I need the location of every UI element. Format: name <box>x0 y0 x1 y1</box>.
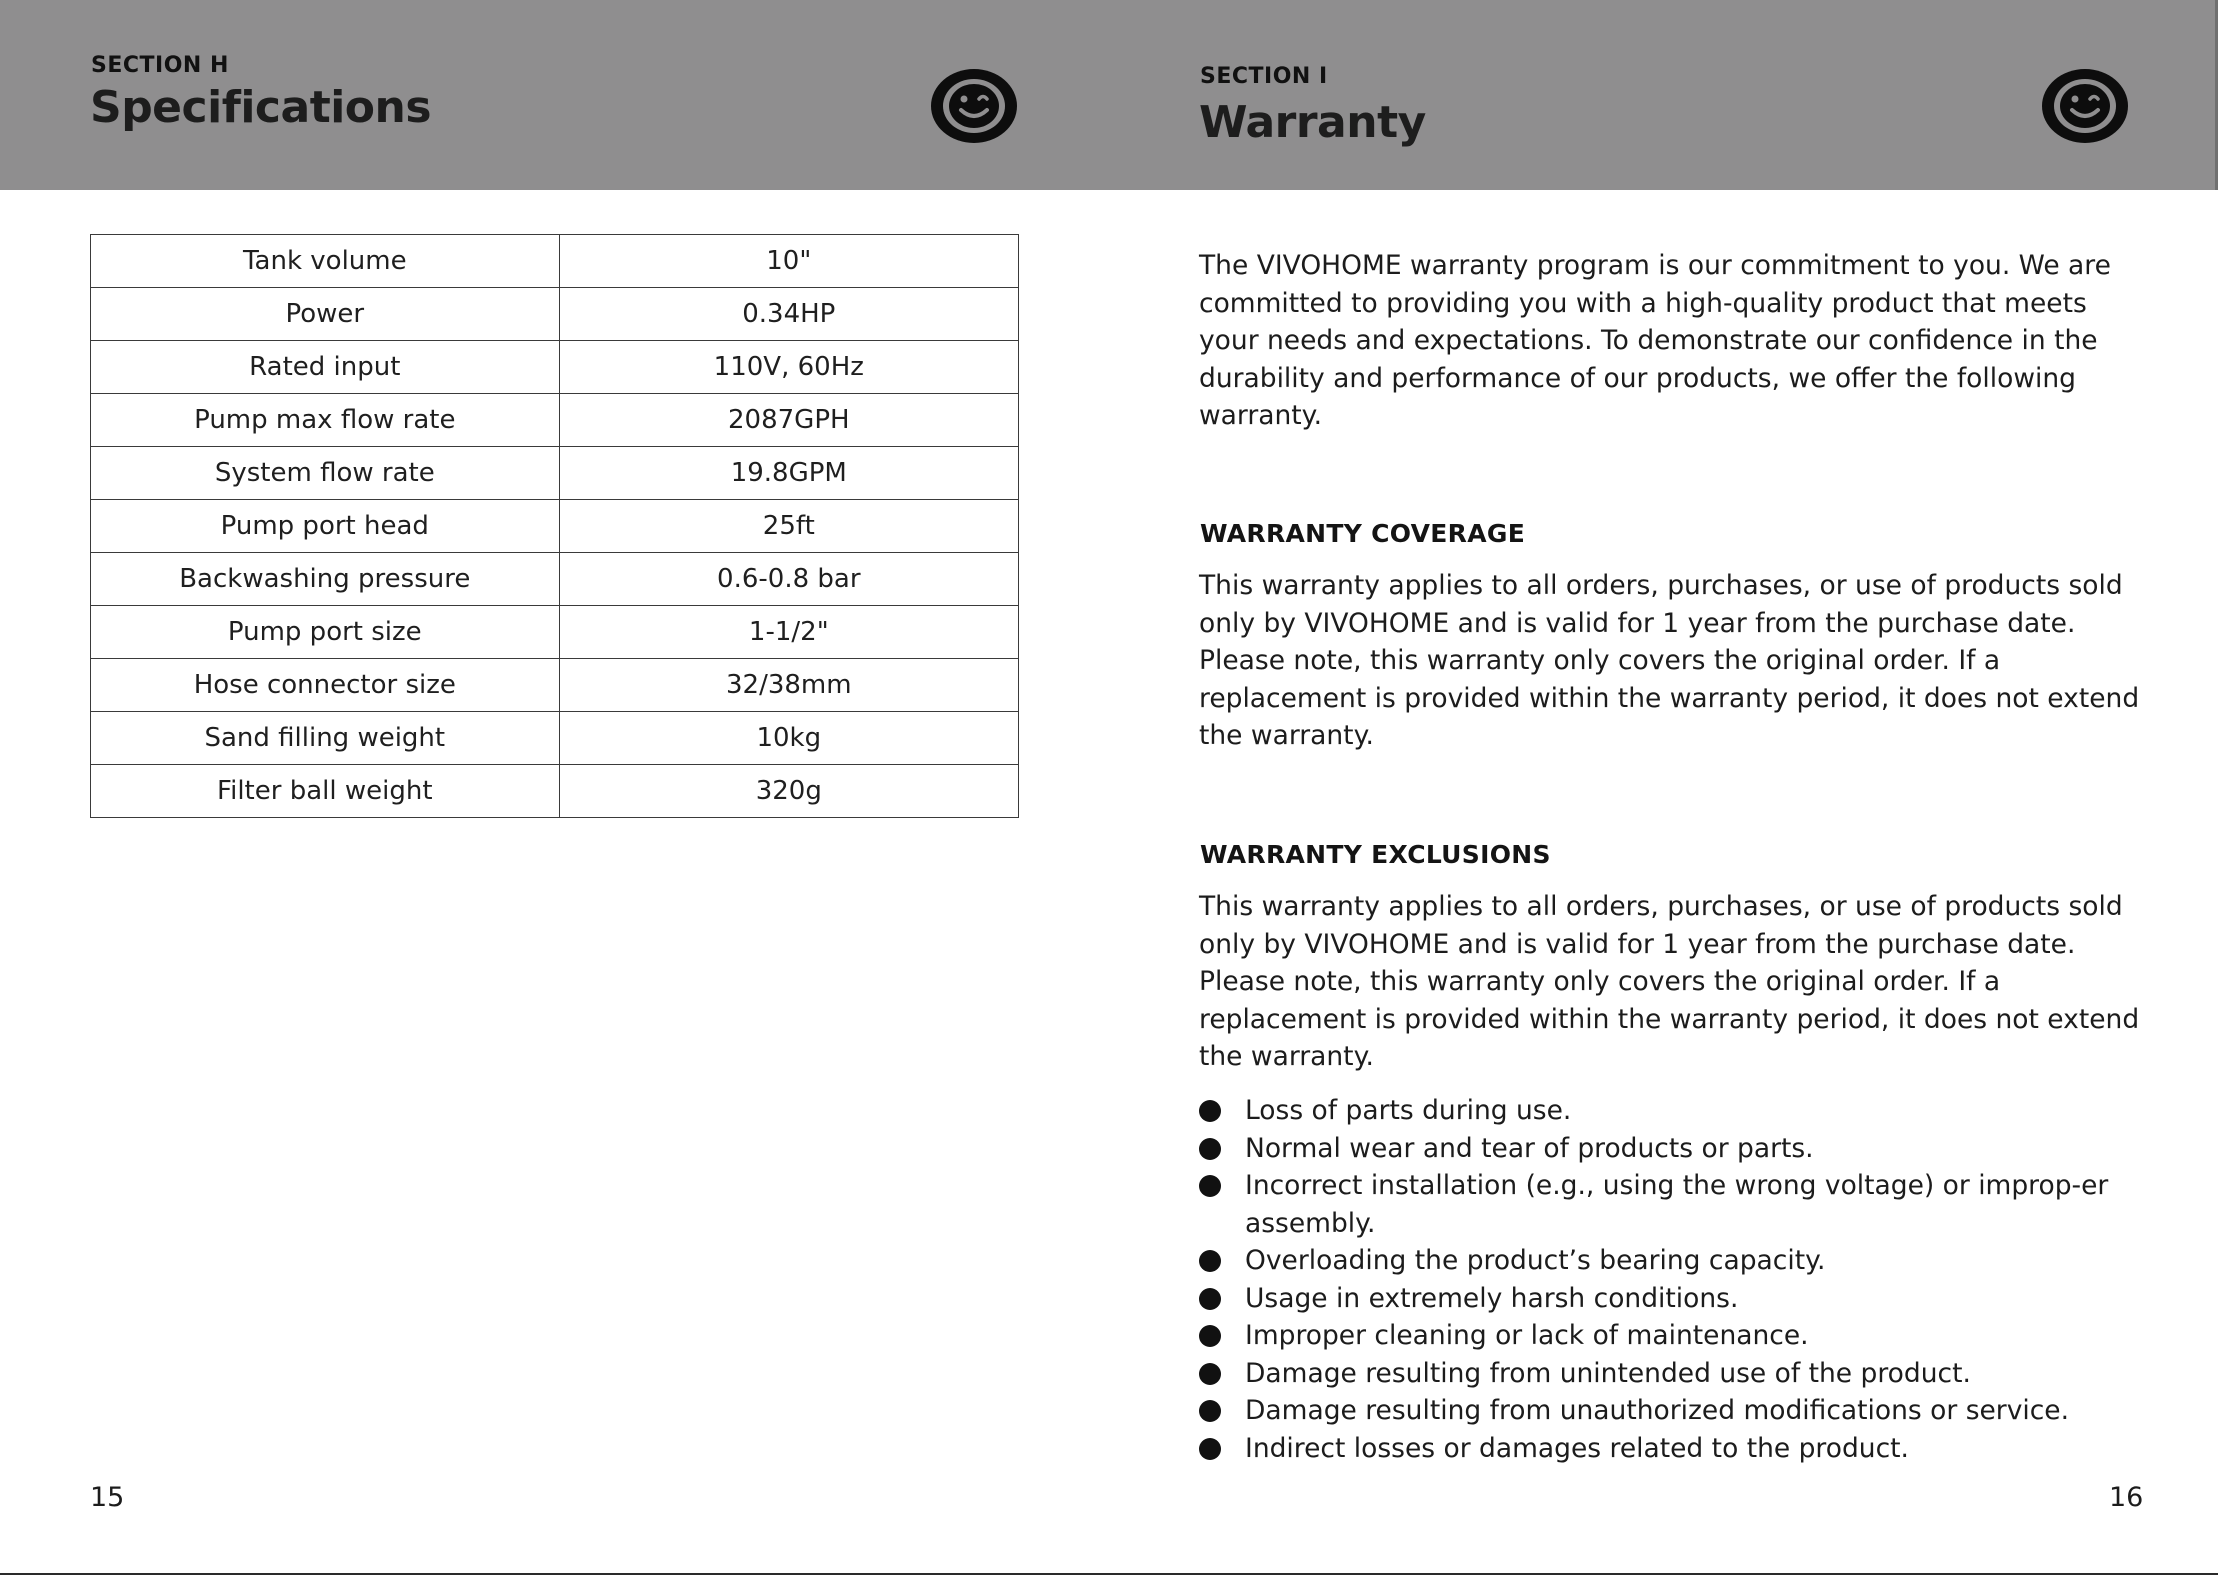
spec-label: Hose connector size <box>91 659 560 712</box>
spec-value: 1-1/2" <box>559 606 1018 659</box>
section-label: SECTION I <box>1200 64 1328 89</box>
bullet-icon <box>1199 1325 1221 1347</box>
spec-label: System flow rate <box>91 447 560 500</box>
list-item-text: Usage in extremely harsh conditions. <box>1245 1282 1739 1314</box>
table-row <box>91 235 1019 288</box>
list-item-text: Incorrect installation (e.g., using the wrong voltage) or improp-er assembly. <box>1245 1170 2109 1239</box>
list-item-text: Damage resulting from unintended use of the product. <box>1245 1357 1971 1389</box>
list-item <box>1199 1092 2149 1130</box>
table-row <box>91 394 1019 447</box>
list-item <box>1199 1392 2149 1430</box>
table-row <box>91 712 1019 765</box>
list-item <box>1199 1317 2149 1355</box>
spec-value: 0.6-0.8 bar <box>559 553 1018 606</box>
spec-label: Filter ball weight <box>91 765 560 818</box>
section-banner <box>0 0 1109 190</box>
page-number: 15 <box>90 1482 125 1513</box>
spec-value: 10" <box>559 235 1018 288</box>
winking-face-icon <box>929 67 1019 145</box>
list-item <box>1199 1280 2149 1318</box>
spec-label: Pump port size <box>91 606 560 659</box>
table-row <box>91 447 1019 500</box>
table-row <box>91 659 1019 712</box>
spec-label: Tank volume <box>91 235 560 288</box>
list-item <box>1199 1355 2149 1393</box>
list-item-text: Improper cleaning or lack of maintenance. <box>1245 1320 1809 1351</box>
table-row <box>91 606 1019 659</box>
bullet-icon <box>1199 1288 1221 1310</box>
bottom-divider <box>0 1573 2218 1575</box>
warranty-intro: The VIVOHOME warranty program is our commitment to you. We are committed to providing you with a high-quality product that meets your needs and expectations. To demonstrate our confidence in the durability and performance of our products, we offer the following warranty. <box>1199 250 2111 431</box>
exclusions-text: This warranty applies to all orders, purchases, or use of products sold only by VIVOHOME and is valid for 1 year from the purchase date. Please note, this warranty only covers the original order. If a replacement is provided within the warranty period, it does not extend the warranty. <box>1199 891 2140 1072</box>
spec-value: 10kg <box>559 712 1018 765</box>
spec-value: 320g <box>559 765 1018 818</box>
section-label: SECTION H <box>91 53 229 78</box>
bullet-icon <box>1199 1175 1221 1197</box>
section-title: Specifications <box>90 82 432 133</box>
list-item-text: Loss of parts during use. <box>1245 1095 1572 1126</box>
list-item-text: Damage resulting from unauthorized modifications or service. <box>1245 1395 2070 1426</box>
exclusions-heading: WARRANTY EXCLUSIONS <box>1200 840 1551 869</box>
table-row <box>91 288 1019 341</box>
specifications-table <box>90 234 1019 818</box>
spec-value: 110V, 60Hz <box>559 341 1018 394</box>
spec-label: Power <box>91 288 560 341</box>
list-item-text: Overloading the product’s bearing capacity. <box>1245 1245 1826 1276</box>
right-page <box>1109 0 2218 1576</box>
spec-value: 0.34HP <box>559 288 1018 341</box>
spec-value: 19.8GPM <box>559 447 1018 500</box>
bullet-icon <box>1199 1138 1221 1160</box>
spec-label: Rated input <box>91 341 560 394</box>
spec-label: Pump max flow rate <box>91 394 560 447</box>
section-title: Warranty <box>1199 97 1426 148</box>
bullet-icon <box>1199 1100 1221 1122</box>
coverage-heading: WARRANTY COVERAGE <box>1200 519 1526 548</box>
spec-value: 25ft <box>559 500 1018 553</box>
list-item <box>1199 1242 2149 1280</box>
page-number: 16 <box>2109 1482 2144 1513</box>
list-item <box>1199 1130 2149 1168</box>
list-item <box>1199 1430 2149 1468</box>
spec-value: 32/38mm <box>559 659 1018 712</box>
spec-value: 2087GPH <box>559 394 1018 447</box>
spec-label: Backwashing pressure <box>91 553 560 606</box>
coverage-text: This warranty applies to all orders, purchases, or use of products sold only by VIVOHOME and is valid for 1 year from the purchase date. Please note, this warranty only covers the original order. If a replacement is provided within the warranty period, it does not extend the warranty. <box>1199 570 2140 751</box>
bullet-icon <box>1199 1250 1221 1272</box>
bullet-icon <box>1199 1363 1221 1385</box>
list-item-text: Normal wear and tear of products or parts. <box>1245 1132 1814 1164</box>
bullet-icon <box>1199 1400 1221 1422</box>
list-item <box>1199 1167 2149 1242</box>
table-row <box>91 553 1019 606</box>
section-banner <box>1109 0 2218 190</box>
bullet-icon <box>1199 1438 1221 1460</box>
spec-label: Pump port head <box>91 500 560 553</box>
table-row <box>91 500 1019 553</box>
spec-label: Sand filling weight <box>91 712 560 765</box>
list-item-text: Indirect losses or damages related to the product. <box>1245 1432 1909 1464</box>
exclusions-list <box>1199 1092 2149 1467</box>
table-row <box>91 765 1019 818</box>
table-row <box>91 341 1019 394</box>
winking-face-icon <box>2040 67 2130 145</box>
